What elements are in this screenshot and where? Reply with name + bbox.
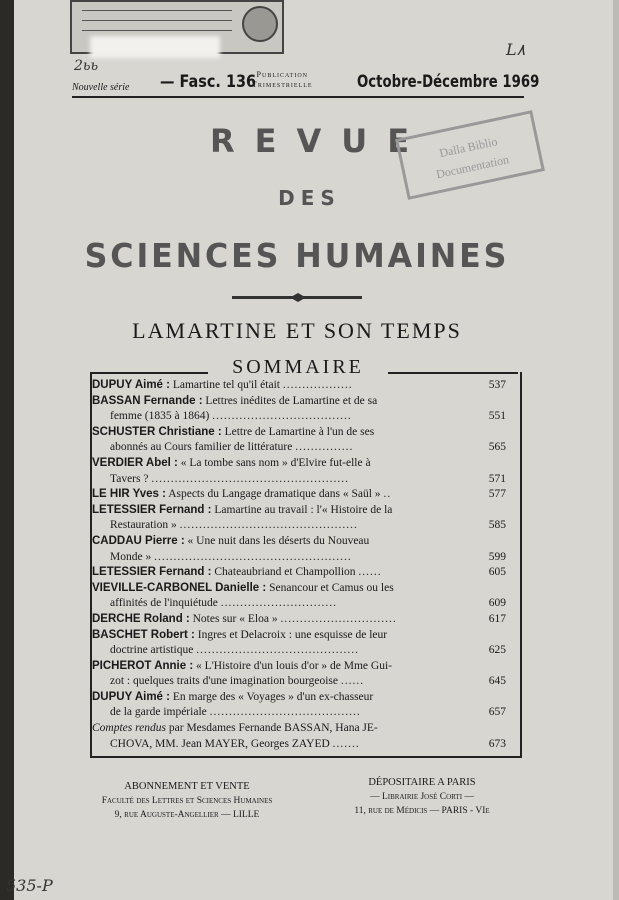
toc-entry (92, 628, 506, 659)
publication-frequency: Publication Trimestrielle (252, 70, 313, 89)
toc-entry (92, 425, 506, 456)
toc-title: Lettres inédites de Lamartine et de sa (205, 394, 378, 407)
toc-title: Senancour et Camus ou les (269, 581, 394, 594)
toc-page-number: 609 (488, 597, 506, 610)
toc-entry (92, 659, 506, 690)
toc-leader: .. (383, 488, 392, 501)
margin-note: 535-P (6, 876, 53, 895)
toc-title: Notes sur « Eloa » (192, 612, 278, 625)
toc-title: « Une nuit dans les déserts du Nouveau (187, 534, 370, 547)
toc-title: Aspects du Langage dramatique dans « Saül » (168, 488, 381, 501)
toc-author: LETESSIER Fernand : (92, 566, 212, 579)
documentation-stamp: Dalla Biblio Documentation (395, 110, 545, 200)
toc-entry (92, 721, 506, 752)
toc-author: Comptes rendus (92, 722, 167, 735)
toc-title-continued: doctrine artistique .......................................... (110, 644, 359, 657)
redacted-area (90, 36, 220, 58)
toc-page-number: 565 (488, 441, 506, 454)
toc-entry (92, 503, 506, 534)
toc-leader: .................................... (212, 410, 352, 423)
toc-page-number: 605 (488, 566, 506, 579)
toc-author: VERDIER Abel : (92, 456, 178, 469)
toc-author: DUPUY Aimé : (92, 690, 170, 703)
table-of-contents (92, 378, 506, 752)
toc-title: Lamartine tel qu'il était (172, 379, 280, 391)
toc-leader: .............................................. (179, 519, 358, 532)
toc-page-number: 645 (488, 675, 506, 688)
toc-leader: ...... (358, 566, 382, 579)
toc-leader: ....... (332, 737, 360, 750)
toc-title-continued: abonnés au Cours familier de littérature ............... (110, 441, 354, 454)
toc-page-number: 673 (488, 737, 506, 750)
issue-theme: LAMARTINE ET SON TEMPS (132, 318, 462, 343)
toc-author: BASCHET Robert : (92, 628, 195, 641)
handwritten-mark: L٨ (506, 40, 526, 59)
toc-leader: ................................................... (154, 550, 352, 563)
toc-author: PICHEROT Annie : (92, 659, 194, 672)
toc-leader: .................. (282, 379, 353, 391)
toc-author: CADDAU Pierre : (92, 534, 185, 547)
toc-entry (92, 565, 506, 581)
toc-title-continued: femme (1835 à 1864) .................................... (110, 410, 352, 423)
toc-leader: ............... (295, 441, 354, 454)
toc-title: En marge des « Voyages » d'un ex-chasseur (172, 690, 374, 703)
toc-page-number: 585 (488, 519, 506, 532)
toc-leader: ...... (340, 675, 365, 688)
issue-header (72, 70, 540, 96)
toc-leader: .............................. (220, 597, 338, 610)
toc-page-number: 625 (488, 644, 506, 657)
toc-leader: ................................................... (151, 472, 349, 485)
toc-entry (92, 612, 506, 628)
toc-title: Lamartine au travail : l'« Histoire de la (214, 503, 393, 516)
toc-author: SCHUSTER Christiane : (92, 425, 222, 438)
toc-title-continued: Tavers ? ................................................... (110, 472, 349, 485)
toc-page-number: 657 (488, 706, 506, 719)
issue-date: Octobre-Décembre 1969 (357, 72, 540, 92)
ornament-diamond-icon (290, 293, 306, 302)
toc-title-continued: affinités de l'inquiétude .............................. (110, 597, 338, 610)
toc-page-number: 599 (488, 550, 506, 563)
toc-entry (92, 456, 506, 487)
title-revue: REVUE (209, 122, 430, 160)
toc-title: « L'Histoire d'un louis d'or » de Mme Gui- (196, 659, 392, 672)
toc-title: Chateaubriand et Champollion (214, 566, 356, 579)
handwritten-number: 2ьь (74, 58, 99, 74)
paris-depositary: DÉPOSITAIRE A PARIS — Librairie José Corti — 11, rue de Médicis — PARIS - VIe (354, 777, 490, 816)
toc-author: LETESSIER Fernand : (92, 503, 212, 516)
toc-title: Ingres et Delacroix : une esquisse de leur (197, 628, 388, 641)
subscription-info: ABONNEMENT ET VENTE Faculté des Lettres et Sciences Humaines 9, rue Auguste-Angellier — LILLE (101, 781, 273, 820)
toc-author: BASSAN Fernande : (92, 394, 203, 407)
toc-entry (92, 487, 506, 503)
toc-title-continued: Restauration » .............................................. (110, 519, 358, 532)
toc-title-continued: de la garde impériale ....................................... (110, 706, 361, 719)
title-des: DES (278, 186, 341, 210)
toc-page-number: 537 (488, 379, 506, 391)
toc-page-number: 577 (488, 488, 506, 501)
toc-page-number: 617 (488, 612, 506, 625)
toc-author: LE HIR Yves : (92, 488, 166, 501)
toc-entry (92, 581, 506, 612)
toc-author: VIEVILLE-CARBONEL Danielle : (92, 581, 267, 594)
stamp-seal-icon (242, 6, 278, 42)
toc-title: par Mesdames Fernande BASSAN, Hana JE- (168, 722, 378, 735)
toc-page-number: 551 (488, 410, 506, 423)
toc-title-continued: zot : quelques traits d'une imagination bourgeoise ...... (110, 675, 365, 688)
toc-author: DERCHE Roland : (92, 612, 190, 625)
sommaire-heading: SOMMAIRE (232, 356, 364, 378)
toc-leader: ....................................... (209, 706, 361, 719)
header-rule (72, 96, 524, 98)
toc-entry (92, 534, 506, 565)
toc-title-continued: Monde » ................................................... (110, 550, 352, 563)
toc-leader: .............................. (280, 612, 397, 625)
series-label: Nouvelle série (72, 82, 130, 93)
toc-title-continued: CHOVA, MM. Jean MAYER, Georges ZAYED ....... (110, 737, 360, 750)
toc-entry (92, 394, 506, 425)
title-sciences-humaines: SCIENCES HUMAINES (84, 236, 510, 275)
toc-entry (92, 690, 506, 721)
toc-page-number: 571 (488, 472, 506, 485)
toc-author: DUPUY Aimé : (92, 379, 170, 391)
toc-title: Lettre de Lamartine à l'un de ses (224, 425, 375, 438)
toc-entry (92, 378, 506, 394)
toc-title: « La tombe sans nom » d'Elvire fut-elle à (180, 456, 371, 469)
toc-leader: .......................................... (196, 644, 359, 657)
fascicle-number: — Fasc. 136 (160, 72, 257, 92)
